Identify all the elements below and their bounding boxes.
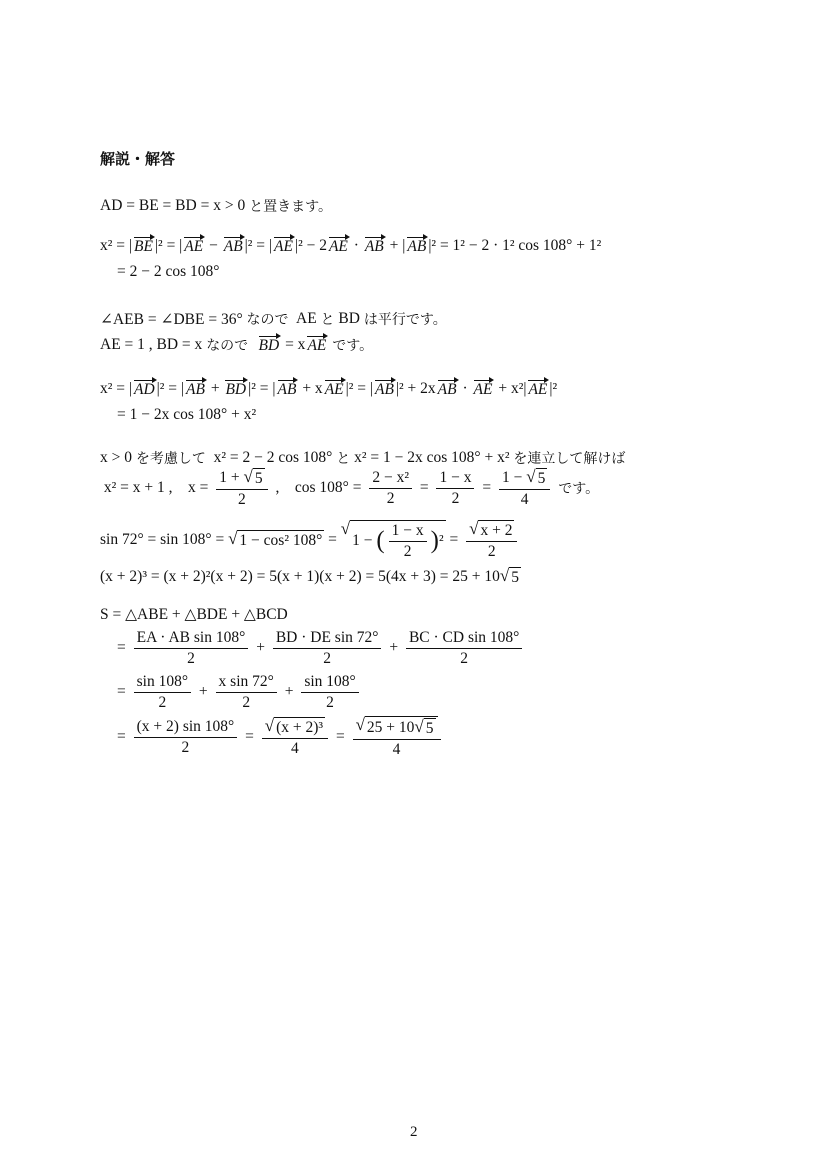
math-text: x > 0: [100, 449, 136, 466]
math-text: 2 − x²: [372, 468, 409, 486]
math-text: + x: [298, 380, 323, 397]
math-text: sin 108°: [304, 672, 356, 690]
radicand: [478, 520, 514, 540]
math-text: BD: [334, 310, 364, 327]
math-text: x sin 72°: [218, 672, 274, 690]
math-text: [253, 336, 257, 354]
denominator: [323, 649, 331, 668]
numerator: [301, 673, 358, 693]
numerator: [389, 522, 427, 542]
vector: AB: [223, 237, 243, 255]
radicand: [536, 468, 548, 488]
math-text: 2: [181, 738, 190, 756]
radical-sign: √: [340, 518, 351, 538]
math-text: 2: [403, 542, 412, 560]
math-text: 2: [242, 693, 251, 711]
math-text: 1 − x: [391, 521, 424, 539]
math-text: =: [117, 728, 130, 745]
math-text: x² = 1 − 2x cos 108° + x²: [350, 449, 514, 466]
denominator: [291, 739, 299, 758]
math-text: |² + 2x: [395, 380, 436, 397]
parenthesis: ): [430, 526, 439, 554]
numerator: [466, 520, 517, 542]
fraction: [134, 673, 191, 712]
math-text: (x + 2) sin 108°: [136, 717, 235, 735]
math-text: sin 72° = sin 108° =: [100, 531, 229, 548]
math-text: ²: [438, 532, 444, 549]
math-text: |² = |: [244, 237, 273, 254]
fraction: [436, 469, 474, 508]
math-text: 5: [425, 719, 434, 737]
math-text: 4: [392, 740, 401, 758]
fraction: [216, 468, 267, 509]
math-text: 1 − cos² 108°: [239, 532, 323, 549]
numerator: [273, 629, 382, 649]
vector: BE: [134, 237, 153, 255]
square-root: [244, 468, 265, 488]
numerator: [369, 469, 412, 489]
radical-sign: √: [526, 466, 536, 486]
math-text: |² = |: [156, 380, 185, 397]
vector: AE: [274, 237, 293, 255]
math-text: x² = |: [100, 237, 132, 254]
math-text: AD = BE = BD = x > 0: [100, 197, 250, 214]
math-text: 2: [386, 489, 395, 507]
radicand: [365, 716, 438, 738]
math-text: =: [117, 639, 130, 656]
math-text: +: [385, 639, 402, 656]
vector: AE: [184, 237, 204, 255]
vector: AE: [324, 380, 344, 398]
fraction: [301, 673, 358, 712]
vector: AB: [364, 237, 384, 255]
math-text: |² = |: [154, 237, 183, 254]
math-text: |² = 1² − 2 · 1² cos 108° + 1²: [428, 237, 602, 254]
vector: BD: [258, 336, 280, 354]
vector: AE: [307, 336, 327, 354]
math-text: = 2 − 2 cos 108°: [117, 263, 220, 280]
japanese-text: です。: [558, 481, 600, 497]
fraction: [406, 629, 522, 668]
math-text: +: [280, 683, 298, 700]
math-text: +: [206, 380, 224, 397]
parenthesis: (: [376, 526, 385, 554]
square-root: [341, 520, 446, 561]
denominator: [452, 489, 460, 508]
denominator: [158, 693, 166, 712]
math-text: |² − 2: [294, 237, 327, 254]
fraction: [353, 716, 441, 759]
denominator: [242, 693, 250, 712]
denominator: [393, 740, 401, 759]
japanese-text: と置きます。: [249, 199, 332, 215]
fraction: [216, 673, 277, 712]
math-text: +: [252, 639, 269, 656]
radicand: [509, 567, 521, 587]
math-text: 2: [158, 693, 167, 711]
math-text: =: [332, 728, 349, 745]
japanese-text: は平行です。: [363, 312, 447, 328]
vector: AB: [186, 380, 205, 398]
fraction: [134, 718, 238, 757]
math-text: AE = 1 , BD = x: [100, 336, 207, 353]
numerator: [436, 469, 474, 489]
fraction: [369, 469, 412, 508]
denominator: [460, 649, 468, 668]
japanese-text: と: [336, 451, 351, 467]
square-root: [500, 567, 521, 587]
denominator: [387, 489, 395, 508]
math-text: 1 +: [219, 468, 244, 486]
math-text: x + 2: [480, 521, 513, 539]
math-text: =: [241, 728, 258, 745]
numerator: [406, 629, 522, 649]
math-text: BD · DE sin 72°: [275, 628, 379, 646]
math-text: EA · AB sin 108°: [136, 628, 246, 646]
math-text: 2: [323, 649, 332, 667]
math-text: 5: [537, 469, 546, 487]
math-text: |² = |: [345, 380, 373, 397]
fraction: [466, 520, 517, 561]
square-root: [414, 718, 435, 738]
math-text: (x + 2)³ = (x + 2)²(x + 2) = 5(x + 1)(x + 2) = 5(4x + 3) = 25 + 10: [100, 568, 500, 585]
math-text: =: [478, 479, 495, 496]
radicand: [424, 718, 436, 738]
math-text: |²: [549, 380, 558, 397]
denominator: [326, 693, 334, 712]
math-text: x² = 2 − 2 cos 108°: [205, 449, 337, 466]
numerator: [134, 629, 249, 649]
numerator: [216, 468, 267, 490]
vector: BD: [225, 380, 247, 398]
radical-sign: √: [228, 529, 238, 548]
math-text: sin 108°: [136, 672, 189, 690]
math-text: x² = |: [100, 380, 132, 397]
numerator: [499, 468, 550, 490]
denominator: [404, 542, 412, 561]
radical-sign: √: [264, 715, 275, 735]
math-text: , cos 108° =: [271, 479, 366, 496]
numerator: [262, 717, 328, 739]
math-text: ∠AEB = ∠DBE = 36°: [100, 310, 247, 328]
math-text: 25 + 10: [366, 718, 415, 736]
square-root: [469, 520, 514, 540]
japanese-text: を考慮して: [135, 451, 206, 467]
denominator: [238, 490, 246, 509]
math-text: 4: [291, 739, 299, 757]
numerator: [134, 673, 191, 693]
math-text: 1 −: [352, 532, 377, 549]
math-text: 4: [520, 490, 529, 508]
math-text: 2: [460, 649, 469, 667]
numerator: [353, 716, 441, 740]
math-text: +: [195, 683, 212, 700]
japanese-text: です。: [332, 338, 374, 354]
denominator: [182, 738, 190, 757]
square-root: [228, 530, 324, 550]
radical-sign: √: [355, 714, 365, 734]
math-text: =: [415, 479, 433, 496]
radicand: [350, 520, 445, 561]
radical-sign: √: [469, 518, 479, 538]
vector: AB: [374, 380, 394, 398]
denominator: [521, 490, 529, 509]
math-text: AE: [292, 310, 321, 327]
math-text: 5: [511, 569, 519, 586]
math-text: 2: [238, 490, 246, 508]
vector: AE: [528, 380, 548, 398]
page-number: 2: [410, 1124, 418, 1140]
vector: AB: [437, 380, 457, 398]
vector: AE: [328, 237, 348, 255]
math-text: 5: [254, 469, 263, 487]
math-text: + |: [385, 237, 406, 254]
denominator: [488, 542, 496, 561]
radicand: [253, 468, 265, 488]
radical-sign: √: [243, 466, 253, 486]
vector: AE: [473, 380, 493, 398]
math-text: + x²|: [494, 380, 527, 397]
japanese-text: と: [320, 312, 335, 328]
math-text: (x + 2)³: [276, 718, 324, 736]
radicand: [237, 530, 324, 550]
numerator: [216, 673, 277, 693]
math-text: −: [205, 237, 222, 254]
math-text: =: [324, 531, 341, 548]
fraction: [273, 629, 382, 668]
math-text: 2: [326, 693, 334, 711]
vector: AB: [407, 237, 427, 255]
math-text: x² = x + 1 , x =: [100, 479, 213, 496]
math-text: 1 −: [501, 468, 527, 486]
math-text: BC · CD sin 108°: [408, 628, 520, 646]
denominator: [187, 649, 195, 668]
square-root: [526, 468, 547, 488]
square-root: [265, 717, 325, 737]
square-root: [356, 716, 438, 738]
fraction: [134, 629, 249, 668]
math-text: = x: [281, 336, 306, 353]
japanese-text: なので: [246, 312, 293, 328]
math-text: S = △ABE + △BDE + △BCD: [100, 605, 288, 623]
math-text: 2: [451, 489, 460, 507]
math-text: =: [117, 683, 130, 700]
japanese-text: を連立して解けば: [513, 451, 626, 467]
math-text: 1 − x: [439, 468, 472, 486]
vector: AB: [277, 380, 297, 398]
numerator: [134, 718, 238, 738]
math-text: = 1 − 2x cos 108° + x²: [117, 406, 257, 423]
radical-sign: √: [414, 716, 424, 736]
math-text: =: [445, 531, 463, 548]
section-heading: 解説・解答: [100, 150, 176, 168]
math-text: ·: [458, 380, 472, 397]
fraction: [499, 468, 550, 509]
math-text: 2: [187, 649, 195, 667]
vector: AD: [134, 380, 155, 398]
fraction: [262, 717, 328, 758]
math-text: 2: [487, 542, 496, 560]
radical-sign: √: [499, 566, 510, 585]
fraction: [389, 522, 427, 561]
math-text: |² = |: [248, 380, 276, 397]
japanese-text: なので: [206, 338, 253, 354]
radicand: [274, 717, 325, 737]
math-text: ·: [349, 237, 363, 254]
